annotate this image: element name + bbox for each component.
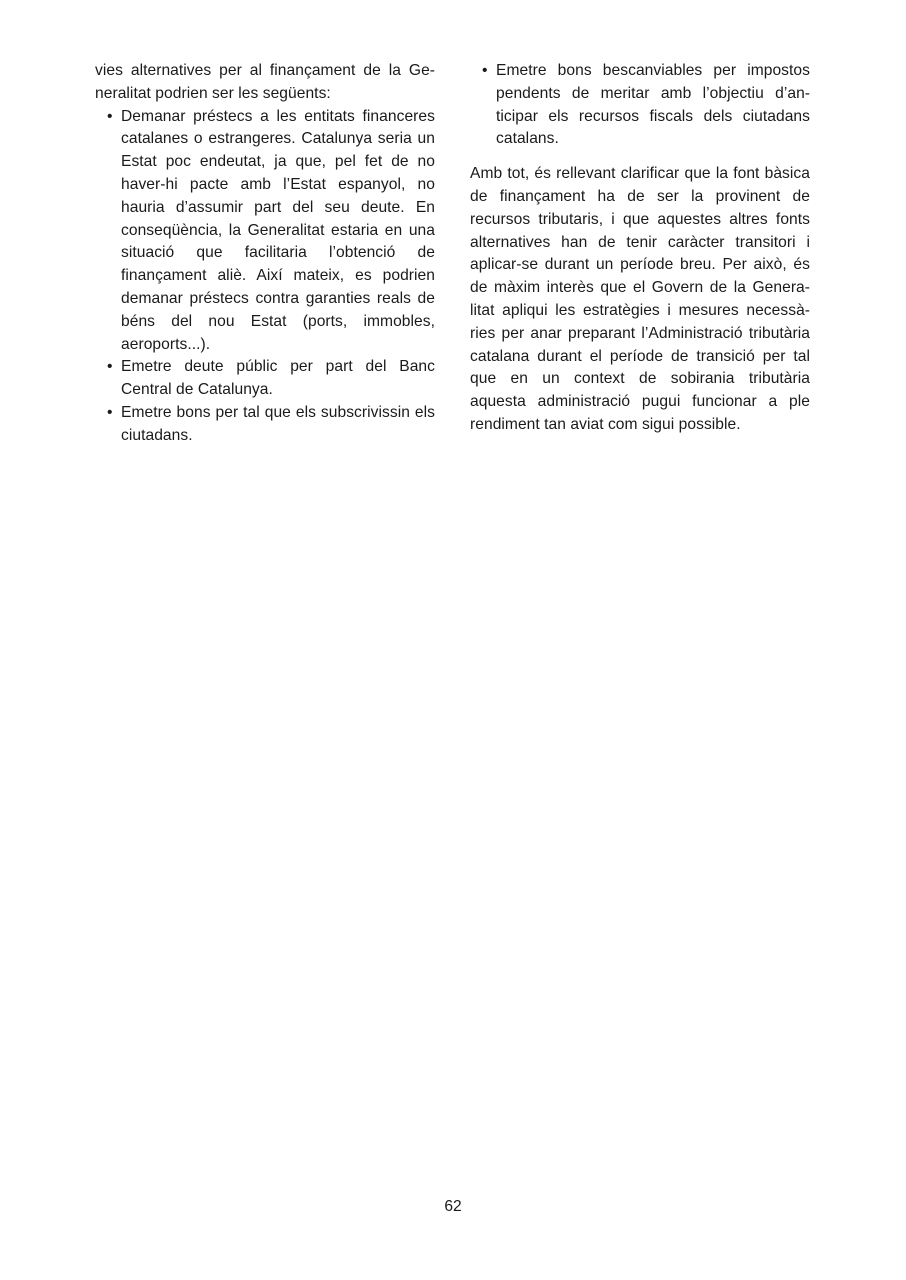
list-item-text: Emetre deute públic per part del Banc Central de Catalunya. xyxy=(121,358,435,399)
list-item xyxy=(470,60,810,151)
list-item xyxy=(95,356,435,402)
bullet-icon: • xyxy=(107,107,113,125)
bullet-icon: • xyxy=(107,358,113,376)
bullet-icon: • xyxy=(482,62,488,79)
left-column xyxy=(95,60,435,448)
list-item-text: Emetre bons per tal que els subscrivissin els ciutadans. xyxy=(121,403,435,444)
list-item xyxy=(95,402,435,448)
body-paragraph: Amb tot, és rellevant clarificar que la font bàsica de finançament ha de ser la provinent de recursos tributaris, i que aquestes altres fonts alternatives han de tenir caràcter transitori i aplicar-se durant un període breu. Per això, és de màxim interès que el Govern de la Generalitat apliqui les estratègies i mesures necessàries per anar preparant l’Administració tributària catalana durant el període de transició per tal que en un context de sobirania tributària aquesta administració pugui funcionar a ple rendiment tan aviat com sigui possible. xyxy=(470,165,810,433)
list-item-text: Emetre bons bescanviables per impostos pendents de meritar amb l’objectiu d’anticipar els recursos fiscals dels ciutadans catalans. xyxy=(496,62,810,148)
paragraph-spacer xyxy=(470,151,810,163)
financing-options-list xyxy=(95,106,435,448)
right-column xyxy=(470,60,810,437)
bullet-icon: • xyxy=(107,403,113,421)
list-item xyxy=(95,106,435,357)
financing-options-list-continued xyxy=(470,60,810,151)
list-item-text: Demanar préstecs a les entitats financeres catalanes o estrangeres. Catalunya seria un Estat poc endeutat, ja que, pel fet de no haver-hi pacte amb l’Estat espanyol, no hauria d’assumir part del seu deute. En conseqüència, la Generalitat estaria en una situació que facilitaria l’obtenció de finançament aliè. Així mateix, es podrien demanar préstecs contra garanties reals de béns del nou Estat (ports, immobles, aeroports...). xyxy=(121,107,435,353)
intro-paragraph: vies alternatives per al finançament de la Generalitat podrien ser les següents: xyxy=(95,62,435,102)
page-number: 62 xyxy=(444,1198,462,1215)
